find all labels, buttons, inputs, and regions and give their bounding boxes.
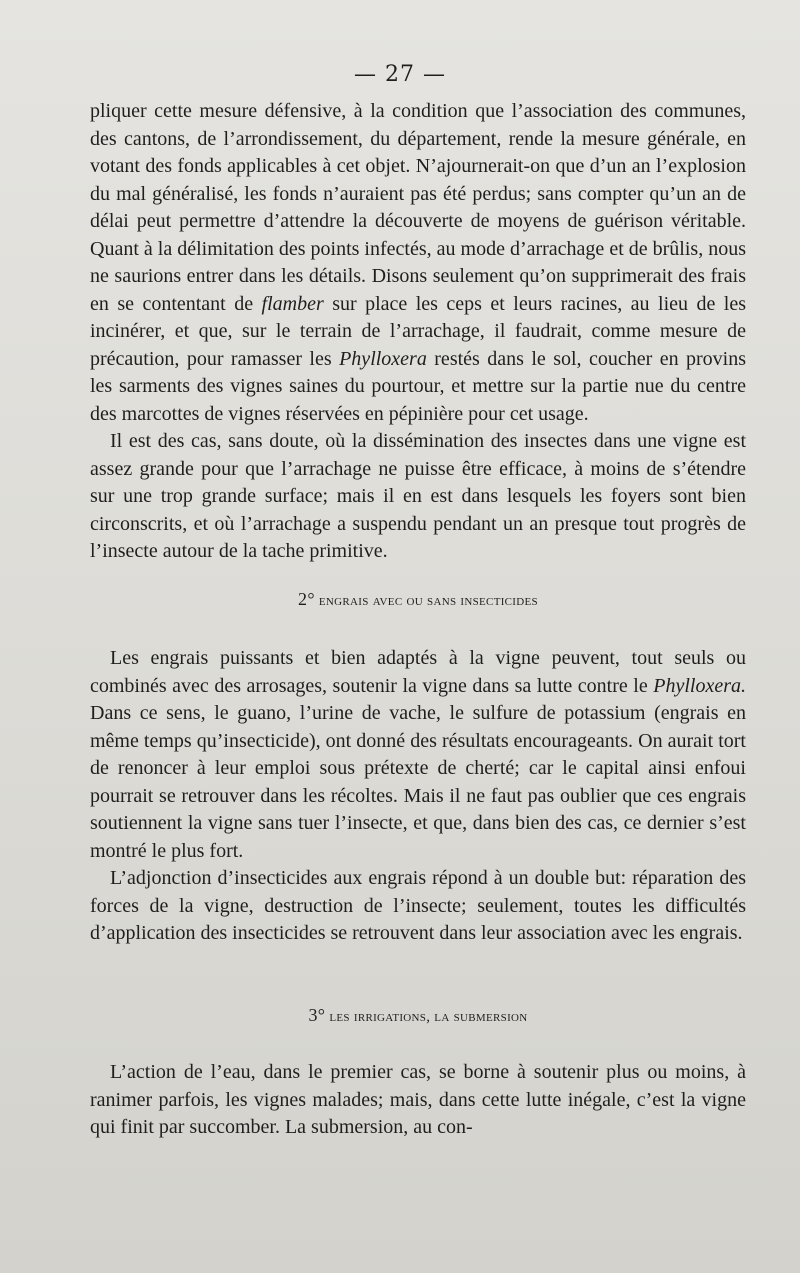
section-number: 2°: [298, 588, 315, 609]
paragraph-text: Dans ce sens, le guano, l’urine de vache, le sulfure de potassium (engrais en même temps qu’insecticide), ont donné des résultats encourageants. On aurait tort de renoncer à leur emploi sous prétexte de cherté; car le capital ainsi enfoui pourrait se retrouver dans les récoltes. Mais il ne faut pas oublier que ces engrais soutiennent la vigne sans tuer l’insecte, et que, dans bien des cas, ce dernier s’est montré le plus fort.: [90, 702, 746, 862]
paragraph-text: Les engrais puissants et bien adaptés à la vigne peuvent, tout seuls ou combinés avec des arrosages, soutenir la vigne dans sa lutte contre le: [90, 647, 746, 697]
section-heading-irrigations: [90, 1002, 746, 1032]
page-text: [90, 98, 746, 1142]
paragraph-insecticides: L’adjonction d’insecticides aux engrais répond à un double but: réparation des forces de la vigne, destruction de l’insecte; seulement, toutes les difficultés d’application des insecticides se retrouvent dans leur association avec les engrais.: [90, 867, 746, 944]
paragraph-arrachage-continued: [90, 98, 746, 428]
paragraph-text: sur place les ceps et leurs racines, au lieu de les incinérer, et que, sur le terrain de l’arrachage, il faudrait, comme mesure de précaution, pour ramasser les: [90, 292, 746, 370]
paragraph-text: pliquer cette mesure défensive, à la condition que l’association des communes, des cantons, de l’arrondissement, du département, rende la mesure générale, en votant des fonds applicables à cet objet. N’ajournerait-on que d’un an l’explosion du mal généralisé, les fonds n’auraient pas été perdus; sans compter qu’un an de délai peut permettre d’attendre la découverte de moyens de guérison véritable. Quant à la délimitation des points infectés, au mode d’arrachage et de brûlis, nous ne saurions entrer dans les détails. Disons seulement qu’on supprimerait des frais en se contentant de: [90, 100, 746, 315]
italic-word-phylloxera: Phylloxera.: [653, 674, 746, 697]
section-title: engrais avec ou sans insecticides: [318, 592, 538, 609]
page-number: — 27 —: [354, 62, 446, 87]
section-title: les irrigations, la submersion: [329, 1008, 528, 1025]
paragraph-text: restés dans le sol, coucher en provins les sarments des vignes saines du pourtour, et mettre sur la partie nue du centre des marcottes de vignes réservées en pépinière pour cet usage.: [90, 347, 747, 425]
section-heading-engrais: [90, 586, 746, 616]
italic-word-flamber: flamber: [261, 292, 324, 315]
paragraph-irrigations: L’action de l’eau, dans le premier cas, se borne à soutenir plus ou moins, à ranimer parfois, les vignes malades; mais, dans cette lutte inégale, c’est la vigne qui finit par succomber. La submersion, au con-: [90, 1061, 746, 1138]
section-number: 3°: [308, 1004, 326, 1025]
italic-word-phylloxera: Phylloxera: [339, 347, 427, 370]
paragraph-dissemination: Il est des cas, sans doute, où la dissémination des insectes dans une vigne est assez grande pour que l’arrachage ne puisse être efficace, à moins de s’étendre sur une trop grande surface; mais il en est dans lesquels les foyers sont bien circonscrits, et où l’arrachage a suspendu pendant un an presque tout progrès de l’insecte autour de la tache primitive.: [90, 430, 746, 562]
paragraph-engrais: [90, 645, 746, 865]
